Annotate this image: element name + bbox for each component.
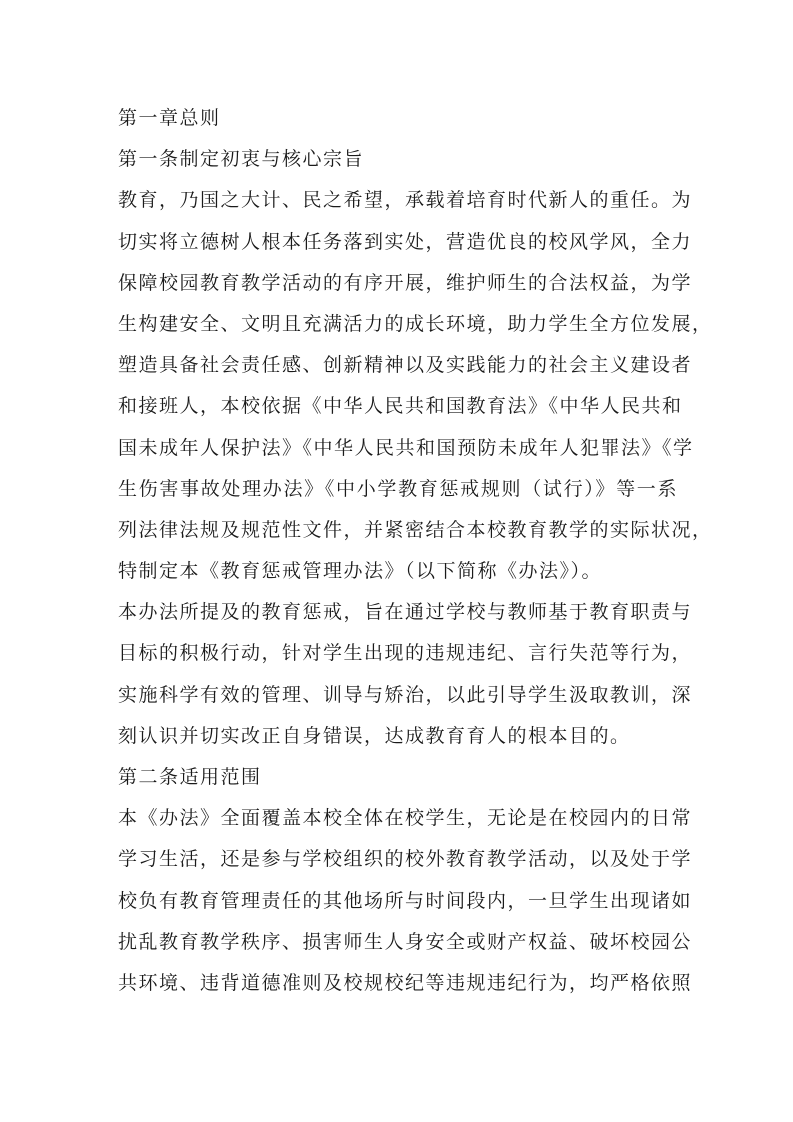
paragraph-line: 校负有教育管理责任的其他场所与时间段内，一旦学生出现诸如 [118,889,693,912]
paragraph-line: 国未成年人保护法》《中华人民共和国预防未成年人犯罪法》《学 [118,436,694,459]
paragraph-line: 本办法所提及的教育惩戒，旨在通过学校与教师基于教育职责与 [118,601,693,624]
paragraph-line: 塑造具备社会责任感、创新精神以及实践能力的社会主义建设者 [118,354,693,377]
paragraph-line: 刻认识并切实改正自身错误，达成教育育人的根本目的。 [118,724,631,747]
article-1-paragraph-2 [118,592,693,757]
paragraph-line: 保障校园教育教学活动的有序开展，维护师生的合法权益，为学 [118,271,693,294]
paragraph-line: 和接班人，本校依据《中华人民共和国教育法》《中华人民共和 [118,395,683,418]
paragraph-line: 生伤害事故处理办法》《中小学教育惩戒规则（试行）》等一系 [118,477,678,500]
paragraph-line: 共环境、违背道德准则及校规校纪等违规违纪行为，均严格依照 [118,971,693,994]
paragraph-line: 特制定本《教育惩戒管理办法》（以下简称《办法》）。 [118,560,603,583]
paragraph-line: 生构建安全、文明且充满活力的成长环境，助力学生全方位发展， [118,312,713,335]
paragraph-line: 列法律法规及规范性文件，并紧密结合本校教育教学的实际状况， [118,518,713,541]
paragraph-line: 本《办法》全面覆盖本校全体在校学生，无论是在校园内的日常 [118,807,693,830]
article-2-title: 第二条适用范围 [118,766,262,788]
paragraph-line: 目标的积极行动，针对学生出现的违规违纪、言行失范等行为， [118,642,693,665]
chapter-title: 第一章总则 [118,107,221,129]
paragraph-line: 教育，乃国之大计、民之希望，承载着培育时代新人的重任。为 [118,189,693,212]
paragraph-line: 切实将立德树人根本任务落到实处，营造优良的校风学风，全力 [118,230,693,253]
paragraph-line: 学习生活，还是参与学校组织的校外教育教学活动，以及处于学 [118,848,693,871]
paragraph-line: 扰乱教育教学秩序、损害师生人身安全或财产权益、破坏校园公 [118,930,693,953]
article-1-title: 第一条制定初衷与核心宗旨 [118,148,365,171]
document-page [118,98,713,1004]
article-1-paragraph-1 [118,180,713,592]
paragraph-line: 实施科学有效的管理、训导与矫治，以此引导学生汲取教训，深 [118,683,693,706]
article-2-paragraph-1 [118,798,693,1004]
